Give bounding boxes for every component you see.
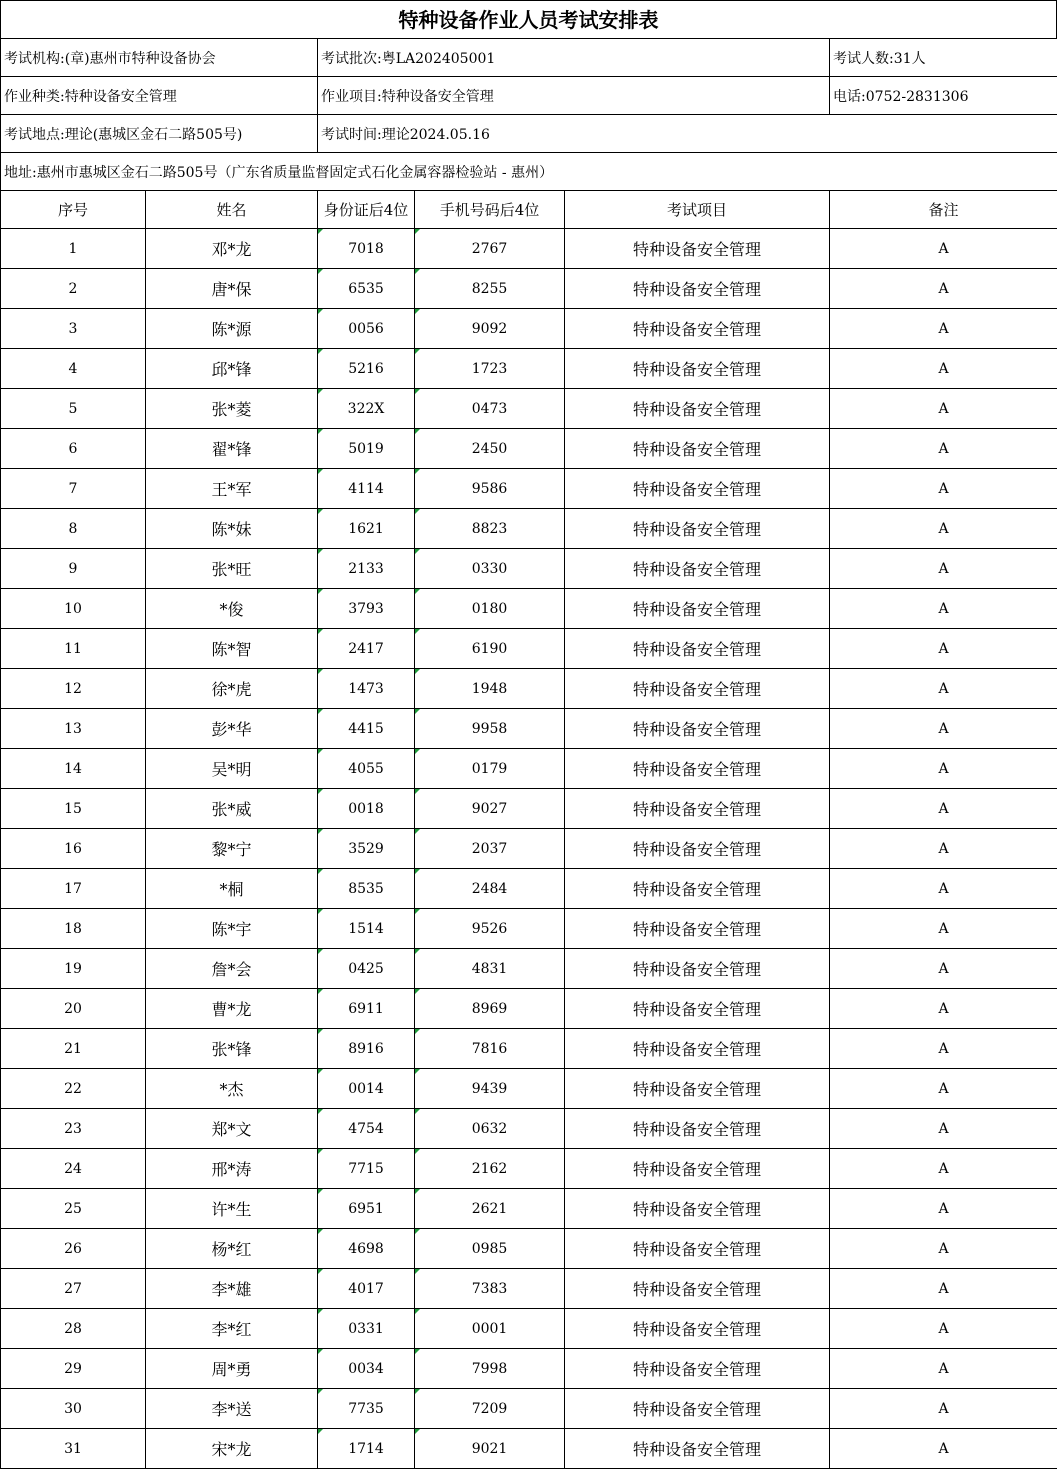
cell-exam-item: 特种设备安全管理 (565, 989, 830, 1029)
cell-id-last4: 0034 (318, 1349, 415, 1389)
cell-phone-last4: 0179 (415, 749, 565, 789)
cell-phone-last4: 7816 (415, 1029, 565, 1069)
cell-no: 6 (1, 429, 146, 469)
cell-phone-last4: 9027 (415, 789, 565, 829)
cell-no: 16 (1, 829, 146, 869)
table-row (1, 1229, 1057, 1269)
sheet-title: 特种设备作业人员考试安排表 (0, 0, 1057, 38)
cell-note: A (830, 1429, 1057, 1469)
cell-phone-last4: 9021 (415, 1429, 565, 1469)
cell-no: 19 (1, 949, 146, 989)
cell-name: 张*威 (146, 789, 318, 829)
cell-id-last4: 4017 (318, 1269, 415, 1309)
cell-no: 11 (1, 629, 146, 669)
cell-no: 13 (1, 709, 146, 749)
cell-id-last4: 1514 (318, 909, 415, 949)
cell-note: A (830, 749, 1057, 789)
cell-id-last4: 4415 (318, 709, 415, 749)
cell-phone-last4: 0632 (415, 1109, 565, 1149)
cell-id-last4: 4055 (318, 749, 415, 789)
cell-id-last4: 8535 (318, 869, 415, 909)
table-row (1, 1349, 1057, 1389)
cell-name: 邓*龙 (146, 229, 318, 269)
cell-id-last4: 4754 (318, 1109, 415, 1149)
cell-id-last4: 322X (318, 389, 415, 429)
table-row (1, 1269, 1057, 1309)
cell-no: 14 (1, 749, 146, 789)
cell-name: 徐*虎 (146, 669, 318, 709)
table-row (1, 629, 1057, 669)
cell-note: A (830, 429, 1057, 469)
cell-name: 李*雄 (146, 1269, 318, 1309)
cell-exam-item: 特种设备安全管理 (565, 909, 830, 949)
table-row (1, 1149, 1057, 1189)
cell-name: 邢*涛 (146, 1149, 318, 1189)
cell-id-last4: 0018 (318, 789, 415, 829)
cell-exam-item: 特种设备安全管理 (565, 349, 830, 389)
cell-exam-item: 特种设备安全管理 (565, 1189, 830, 1229)
cell-no: 18 (1, 909, 146, 949)
cell-phone-last4: 4831 (415, 949, 565, 989)
cell-phone-last4: 8969 (415, 989, 565, 1029)
cell-exam-item: 特种设备安全管理 (565, 1429, 830, 1469)
cell-phone-last4: 9958 (415, 709, 565, 749)
cell-no: 15 (1, 789, 146, 829)
cell-no: 27 (1, 1269, 146, 1309)
cell-no: 12 (1, 669, 146, 709)
cell-id-last4: 3793 (318, 589, 415, 629)
cell-exam-item: 特种设备安全管理 (565, 1109, 830, 1149)
schedule-table (0, 38, 1057, 1469)
cell-id-last4: 8916 (318, 1029, 415, 1069)
cell-no: 23 (1, 1109, 146, 1149)
exam-count: 考试人数:31人 (830, 39, 1057, 77)
cell-id-last4: 7735 (318, 1389, 415, 1429)
cell-note: A (830, 549, 1057, 589)
cell-note: A (830, 589, 1057, 629)
cell-exam-item: 特种设备安全管理 (565, 789, 830, 829)
cell-phone-last4: 7209 (415, 1389, 565, 1429)
header-id: 身份证后4位 (318, 191, 415, 229)
cell-phone-last4: 2767 (415, 229, 565, 269)
cell-name: 许*生 (146, 1189, 318, 1229)
cell-note: A (830, 349, 1057, 389)
cell-id-last4: 1621 (318, 509, 415, 549)
cell-exam-item: 特种设备安全管理 (565, 309, 830, 349)
cell-note: A (830, 789, 1057, 829)
cell-no: 21 (1, 1029, 146, 1069)
cell-note: A (830, 269, 1057, 309)
cell-name: 吴*明 (146, 749, 318, 789)
cell-phone-last4: 9526 (415, 909, 565, 949)
info-row-4 (1, 153, 1057, 191)
table-row (1, 749, 1057, 789)
cell-note: A (830, 1149, 1057, 1189)
exam-batch: 考试批次:粤LA202405001 (318, 39, 830, 77)
table-row (1, 429, 1057, 469)
cell-id-last4: 0425 (318, 949, 415, 989)
cell-phone-last4: 6190 (415, 629, 565, 669)
cell-id-last4: 3529 (318, 829, 415, 869)
cell-phone-last4: 8255 (415, 269, 565, 309)
cell-no: 20 (1, 989, 146, 1029)
cell-name: 陈*妹 (146, 509, 318, 549)
cell-note: A (830, 1269, 1057, 1309)
cell-phone-last4: 9586 (415, 469, 565, 509)
cell-exam-item: 特种设备安全管理 (565, 469, 830, 509)
exam-time: 考试时间:理论2024.05.16 (318, 115, 1057, 153)
cell-note: A (830, 909, 1057, 949)
cell-exam-item: 特种设备安全管理 (565, 669, 830, 709)
cell-no: 1 (1, 229, 146, 269)
exam-address: 地址:惠州市惠城区金石二路505号（广东省质量监督固定式石化金属容器检验站 - 惠州） (1, 153, 1057, 191)
cell-note: A (830, 629, 1057, 669)
cell-name: 周*勇 (146, 1349, 318, 1389)
cell-phone-last4: 1723 (415, 349, 565, 389)
cell-exam-item: 特种设备安全管理 (565, 869, 830, 909)
cell-name: 陈*宇 (146, 909, 318, 949)
cell-id-last4: 7018 (318, 229, 415, 269)
header-note: 备注 (830, 191, 1057, 229)
cell-exam-item: 特种设备安全管理 (565, 949, 830, 989)
cell-id-last4: 6911 (318, 989, 415, 1029)
cell-name: 王*军 (146, 469, 318, 509)
table-row (1, 269, 1057, 309)
cell-id-last4: 4114 (318, 469, 415, 509)
work-category: 作业种类:特种设备安全管理 (1, 77, 318, 115)
table-row (1, 309, 1057, 349)
cell-name: 唐*保 (146, 269, 318, 309)
cell-id-last4: 5019 (318, 429, 415, 469)
header-phone: 手机号码后4位 (415, 191, 565, 229)
table-row (1, 1429, 1057, 1469)
cell-id-last4: 2417 (318, 629, 415, 669)
cell-name: 郑*文 (146, 1109, 318, 1149)
cell-no: 26 (1, 1229, 146, 1269)
cell-exam-item: 特种设备安全管理 (565, 1149, 830, 1189)
cell-no: 25 (1, 1189, 146, 1229)
cell-note: A (830, 709, 1057, 749)
exam-location: 考试地点:理论(惠城区金石二路505号) (1, 115, 318, 153)
cell-no: 8 (1, 509, 146, 549)
table-row (1, 949, 1057, 989)
header-name: 姓名 (146, 191, 318, 229)
info-row-2 (1, 77, 1057, 115)
cell-note: A (830, 1229, 1057, 1269)
table-header-row (1, 191, 1057, 229)
cell-note: A (830, 1029, 1057, 1069)
cell-exam-item: 特种设备安全管理 (565, 429, 830, 469)
cell-id-last4: 0056 (318, 309, 415, 349)
cell-phone-last4: 9439 (415, 1069, 565, 1109)
table-row (1, 549, 1057, 589)
table-row (1, 1309, 1057, 1349)
cell-exam-item: 特种设备安全管理 (565, 549, 830, 589)
cell-name: 邱*锋 (146, 349, 318, 389)
cell-name: 翟*锋 (146, 429, 318, 469)
cell-id-last4: 7715 (318, 1149, 415, 1189)
cell-name: 陈*智 (146, 629, 318, 669)
cell-name: 李*送 (146, 1389, 318, 1429)
header-item: 考试项目 (565, 191, 830, 229)
cell-id-last4: 1473 (318, 669, 415, 709)
cell-phone-last4: 7998 (415, 1349, 565, 1389)
cell-phone-last4: 2621 (415, 1189, 565, 1229)
cell-phone-last4: 1948 (415, 669, 565, 709)
cell-no: 17 (1, 869, 146, 909)
cell-name: 詹*会 (146, 949, 318, 989)
cell-note: A (830, 829, 1057, 869)
table-row (1, 909, 1057, 949)
cell-note: A (830, 1309, 1057, 1349)
cell-id-last4: 2133 (318, 549, 415, 589)
cell-id-last4: 6951 (318, 1189, 415, 1229)
cell-phone-last4: 0180 (415, 589, 565, 629)
cell-exam-item: 特种设备安全管理 (565, 389, 830, 429)
cell-exam-item: 特种设备安全管理 (565, 1269, 830, 1309)
cell-no: 22 (1, 1069, 146, 1109)
cell-no: 2 (1, 269, 146, 309)
cell-note: A (830, 389, 1057, 429)
table-row (1, 989, 1057, 1029)
cell-no: 28 (1, 1309, 146, 1349)
cell-name: 陈*源 (146, 309, 318, 349)
cell-note: A (830, 989, 1057, 1029)
cell-phone-last4: 2162 (415, 1149, 565, 1189)
cell-id-last4: 0014 (318, 1069, 415, 1109)
work-project: 作业项目:特种设备安全管理 (318, 77, 830, 115)
cell-phone-last4: 8823 (415, 509, 565, 549)
cell-name: *杰 (146, 1069, 318, 1109)
cell-name: 黎*宁 (146, 829, 318, 869)
exam-org: 考试机构:(章)惠州市特种设备协会 (1, 39, 318, 77)
cell-exam-item: 特种设备安全管理 (565, 1389, 830, 1429)
cell-id-last4: 0331 (318, 1309, 415, 1349)
cell-exam-item: 特种设备安全管理 (565, 629, 830, 669)
cell-exam-item: 特种设备安全管理 (565, 269, 830, 309)
cell-name: 李*红 (146, 1309, 318, 1349)
cell-exam-item: 特种设备安全管理 (565, 509, 830, 549)
cell-exam-item: 特种设备安全管理 (565, 229, 830, 269)
table-row (1, 509, 1057, 549)
table-row (1, 1109, 1057, 1149)
cell-id-last4: 4698 (318, 1229, 415, 1269)
cell-note: A (830, 869, 1057, 909)
cell-id-last4: 1714 (318, 1429, 415, 1469)
cell-no: 5 (1, 389, 146, 429)
cell-note: A (830, 309, 1057, 349)
cell-phone-last4: 0001 (415, 1309, 565, 1349)
cell-note: A (830, 1389, 1057, 1429)
cell-note: A (830, 509, 1057, 549)
cell-name: 杨*红 (146, 1229, 318, 1269)
table-row (1, 789, 1057, 829)
cell-no: 24 (1, 1149, 146, 1189)
cell-note: A (830, 1349, 1057, 1389)
cell-no: 10 (1, 589, 146, 629)
contact-phone: 电话:0752-2831306 (830, 77, 1057, 115)
cell-no: 7 (1, 469, 146, 509)
cell-note: A (830, 949, 1057, 989)
cell-name: *俊 (146, 589, 318, 629)
cell-phone-last4: 2037 (415, 829, 565, 869)
info-row-1 (1, 39, 1057, 77)
cell-phone-last4: 2484 (415, 869, 565, 909)
cell-name: 张*菱 (146, 389, 318, 429)
table-row (1, 829, 1057, 869)
cell-exam-item: 特种设备安全管理 (565, 589, 830, 629)
cell-name: 张*旺 (146, 549, 318, 589)
cell-name: 曹*龙 (146, 989, 318, 1029)
table-row (1, 869, 1057, 909)
table-row (1, 469, 1057, 509)
cell-phone-last4: 0330 (415, 549, 565, 589)
cell-name: 张*锋 (146, 1029, 318, 1069)
table-row (1, 709, 1057, 749)
cell-no: 29 (1, 1349, 146, 1389)
cell-phone-last4: 0985 (415, 1229, 565, 1269)
table-row (1, 349, 1057, 389)
cell-name: 宋*龙 (146, 1429, 318, 1469)
cell-note: A (830, 1189, 1057, 1229)
cell-no: 30 (1, 1389, 146, 1429)
info-row-3 (1, 115, 1057, 153)
cell-exam-item: 特种设备安全管理 (565, 749, 830, 789)
table-row (1, 1029, 1057, 1069)
cell-no: 9 (1, 549, 146, 589)
cell-exam-item: 特种设备安全管理 (565, 1309, 830, 1349)
cell-exam-item: 特种设备安全管理 (565, 829, 830, 869)
cell-name: *桐 (146, 869, 318, 909)
cell-exam-item: 特种设备安全管理 (565, 1029, 830, 1069)
cell-note: A (830, 1109, 1057, 1149)
cell-no: 4 (1, 349, 146, 389)
table-row (1, 1389, 1057, 1429)
cell-exam-item: 特种设备安全管理 (565, 1069, 830, 1109)
cell-note: A (830, 1069, 1057, 1109)
table-row (1, 389, 1057, 429)
table-row (1, 1069, 1057, 1109)
cell-note: A (830, 469, 1057, 509)
cell-note: A (830, 229, 1057, 269)
cell-no: 31 (1, 1429, 146, 1469)
cell-exam-item: 特种设备安全管理 (565, 1229, 830, 1269)
table-row (1, 589, 1057, 629)
cell-phone-last4: 2450 (415, 429, 565, 469)
cell-exam-item: 特种设备安全管理 (565, 709, 830, 749)
table-row (1, 229, 1057, 269)
cell-no: 3 (1, 309, 146, 349)
cell-exam-item: 特种设备安全管理 (565, 1349, 830, 1389)
cell-name: 彭*华 (146, 709, 318, 749)
cell-phone-last4: 9092 (415, 309, 565, 349)
cell-phone-last4: 7383 (415, 1269, 565, 1309)
header-no: 序号 (1, 191, 146, 229)
cell-id-last4: 6535 (318, 269, 415, 309)
table-row (1, 669, 1057, 709)
cell-id-last4: 5216 (318, 349, 415, 389)
table-row (1, 1189, 1057, 1229)
cell-phone-last4: 0473 (415, 389, 565, 429)
cell-note: A (830, 669, 1057, 709)
